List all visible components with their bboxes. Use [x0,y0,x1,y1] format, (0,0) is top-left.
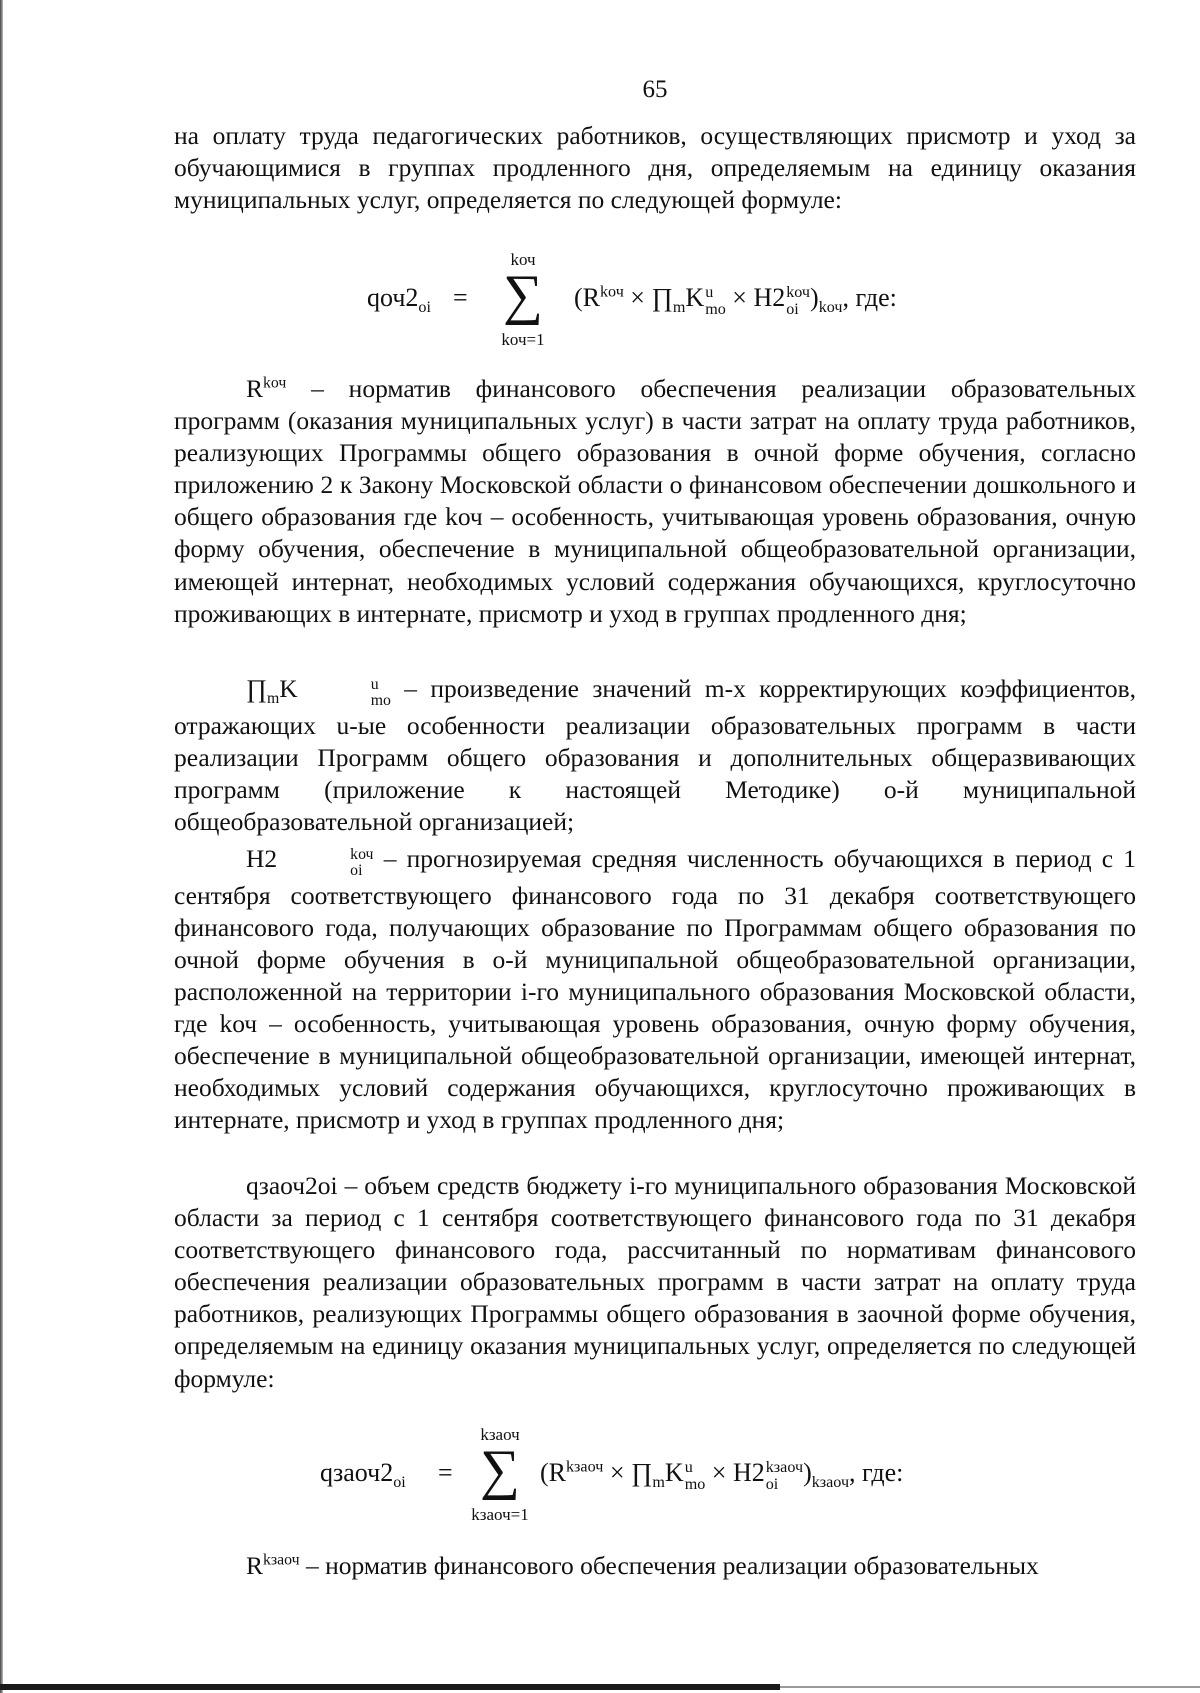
formula-rhs: ($R^{kоч}$ × $\prod_mK$ u mo × H2 kоч oi )$_{kоч}$, где: [574,283,897,319]
sum-sign: ∑ [503,264,543,326]
formula-q-och [0,245,1200,355]
formula-q-zaoch [0,1418,1200,1528]
definition-q-zaoch: qзаоч2oi – объем средств бюджету i-го муниципального образования Московской области за период с 1 сентября соответствующего финансового года по 31 декабря соответствующего финансового года, рассчитанный по нормативам финансового обеспечения реализации образовательных программ в части затрат на оплату труда работников, реализующих Программы общего образования в заочной форме обучения, определяемым на единицу оказания муниципальных услуг, определяется по следующей формуле: [174,1171,1136,1393]
equals-sign: = [453,283,468,312]
sum-lower-limit: kоч=1 [501,330,545,349]
formula-lhs: $qзаоч2_{oi}$ [320,1458,406,1492]
sum-upper-limit: kзаоч [480,1425,520,1444]
formula-rhs: ($R^{kзаоч}$ × $\prod_mK$ u mo × H2 kзаоч oi )$_{kзаоч}$, где: [540,1458,904,1494]
definition-h2: H2 kоч oi – прогнозируемая средняя численность обучающихся в период с 1 сентября соответствующего финансового года по 31 декабря соответствующего финансового года, получающих образование по Программам общего образования по очной форме обучения в о-й муниципальной общеобразовательной организации, расположенной на территории i-го муниципального образования Московской области, где kоч – особенность, учитывающая уровень образования, очную форму обучения, обеспечение в муниципальной общеобразовательной организации, имеющей интернат, необходимых условий содержания обучающихся, круглосуточно проживающих в интернате, присмотр и уход в группах продленного дня; [174,844,1136,1135]
intro-paragraph: на оплату труда педагогических работников, осуществляющих присмотр и уход за обучающимися в группах продленного дня, определяемым на единицу оказания муниципальных услуг, определяется по следующей формуле: [174,121,1136,215]
sum-lower-limit: kзаоч=1 [471,1505,529,1524]
definition-r-koch: $R^{kоч}$ – норматив финансового обеспечения реализации образовательных программ (оказания муниципальных услуг) в части затрат на оплату труда работников, реализующих Программы общего образования в очной форме обучения, согласно приложению 2 к Закону Московской области о финансовом обеспечении дошкольного и общего образования где kоч – особенность, учитывающая уровень образования, очную форму обучения, обеспечение в муниципальной общеобразовательной организации, имеющей интернат, необходимых условий содержания обучающихся, круглосуточно проживающих в интернате, присмотр и уход в группах продленного дня; [174,374,1136,628]
sum-sign: ∑ [480,1439,520,1501]
page-number: 65 [642,76,668,103]
sum-upper-limit: kоч [510,250,536,269]
formula-lhs: $qоч2_{oi}$ [367,283,431,317]
page-bottom-edge-faint [780,1686,1200,1688]
definition-product-coefficients: $\prod_mK$ u mo – произведение значений m-х корректирующих коэффициентов, отражающих u-ые особенности реализации образовательных программ в части реализации Программ общего образования и дополнительных общеразвивающих программ (приложение к настоящей Методике) о-й муниципальной общеобразовательной организацией; [174,674,1136,837]
page-bottom-edge [0,1684,780,1690]
equals-sign: = [438,1458,453,1487]
definition-r-kzaoch: $R^{kзаоч}$ – норматив финансового обеспечения реализации образовательных [246,1551,1039,1580]
